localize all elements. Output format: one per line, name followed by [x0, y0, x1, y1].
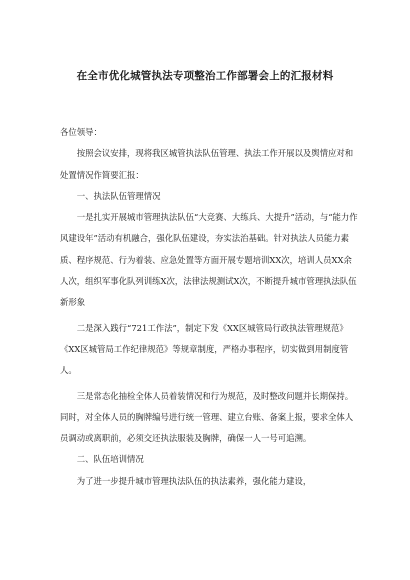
section-heading-team-management: 一、执法队伍管理情况 [76, 190, 161, 201]
paragraph-point-one: 一是扎实开展城市管理执法队伍“大竞赛、大练兵、大提升”活动，与“能力作风建设年”活动有机融合，强化队伍建设，夯实法治基础。针对执法人员能力素质、程序规范、行为着装、应急处置等方面开展专题培训XX次，培训人员XX余人次，组织军事化队列训练X次，法律法规测试X次，不断提升城市管理执法队伍新形象 [60, 212, 358, 308]
document-title: 在全市优化城管执法专项整治工作部署会上的汇报材料 [76, 70, 334, 82]
paragraph-point-three: 三是常态化抽检全体人员着装情况和行为规范，及时整改问题并长期保持。同时，对全体人员的胸牌编号进行统一管理、建立台账、备案上报，要求全体人员调动或离职前，必须交还执法服装及胸牌，确保一人一号可追溯。 [60, 390, 354, 444]
document-body [60, 122, 360, 492]
section-heading-training: 二、队伍培训情况 [76, 454, 144, 465]
intro-paragraph: 按照会议安排，现将我区城管执法队伍管理、执法工作开展以及舆情应对和处置情况作简要汇报： [60, 148, 354, 180]
salutation: 各位领导： [60, 127, 102, 137]
paragraph-point-two: 二是深入践行“721工作法”，制定下发《XX区城管局行政执法管理规范》《XX区城管局工作纪律规范》等规章制度，严格办事程序，切实做到用制度管人。 [60, 322, 349, 376]
paragraph-training: 为了进一步提升城市管理执法队伍的执法素养，强化能力建设， [76, 475, 312, 486]
